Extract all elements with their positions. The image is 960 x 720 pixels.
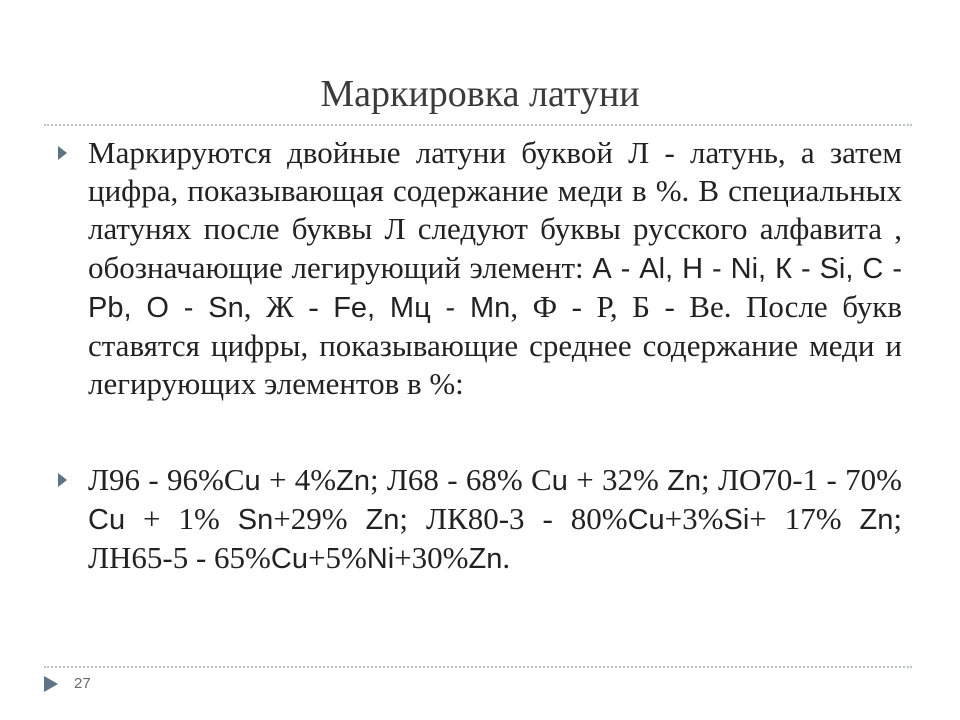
- element-symbol-text: Cu: [270, 543, 308, 576]
- paragraph-text: , Ж -: [243, 288, 334, 324]
- paragraph-text: ; ЛО70-1 - 70%: [701, 462, 903, 497]
- bullet-triangle-icon: [58, 473, 67, 487]
- paragraph-text: Л96 - 96%С: [88, 462, 245, 497]
- element-symbol-text: Fe, Мц - Mn: [333, 291, 511, 324]
- paragraph-text: ; ЛК80-3 - 80%: [399, 501, 628, 537]
- paragraph-text: +30%: [394, 540, 469, 576]
- bullet-text-brass-marking: [88, 134, 902, 403]
- element-symbol-text: А - Al, Н - Ni, К - Si, С - Pb, О - Sn: [88, 252, 902, 324]
- element-symbol-text: Zn: [667, 465, 702, 497]
- element-symbol-text: Zn: [336, 465, 370, 497]
- element-symbol-text: Cu: [627, 504, 665, 537]
- element-symbol-text: Sn: [237, 504, 274, 537]
- paragraph-text: +5%: [307, 540, 367, 576]
- top-divider: [44, 124, 912, 126]
- paragraph-text: + 17%: [749, 501, 860, 537]
- paragraph-text: + 4%: [260, 462, 337, 497]
- paragraph-text: + 1%: [125, 501, 238, 537]
- slide-title: Маркировка латуни: [320, 73, 640, 115]
- element-symbol-text: Zn: [468, 543, 503, 576]
- element-symbol-text: Cu: [88, 504, 126, 537]
- triangle-marker-icon: [44, 676, 58, 692]
- element-symbol-text: Ni: [366, 543, 395, 576]
- paragraph-text: ; Л68 - 68% С: [369, 462, 552, 497]
- element-symbol-text: Si: [723, 504, 750, 537]
- paragraph-text: + 32%: [567, 462, 668, 497]
- bullet-triangle-icon: [58, 146, 67, 160]
- element-symbol-text: u: [244, 465, 261, 497]
- paragraph-text: +29%: [273, 501, 366, 537]
- bullet-text-examples: [88, 461, 902, 579]
- element-symbol-text: Zn: [365, 504, 400, 537]
- bottom-divider: [44, 666, 912, 668]
- paragraph-text: +3%: [664, 501, 724, 537]
- paragraph-text: .: [502, 540, 511, 576]
- paragraph-text: Маркируются двойные латуни буквой Л - латунь, а затем цифра, показывающая содержание меди в %. В специальных латунях после буквы Л следуют буквы русского алфавита , обозначающие легирующий элемент:: [88, 135, 902, 285]
- paragraph-text: ; ЛН65-5 - 65%: [88, 501, 902, 576]
- paragraph-text: , Ф - Р, Б - Ве. После букв ставятся цифры, показывающие среднее содержание меди и легирующих элементов в %:: [88, 288, 902, 402]
- element-symbol-text: Zn: [859, 504, 894, 537]
- element-symbol-text: u: [551, 465, 568, 497]
- page-number: 27: [74, 675, 91, 692]
